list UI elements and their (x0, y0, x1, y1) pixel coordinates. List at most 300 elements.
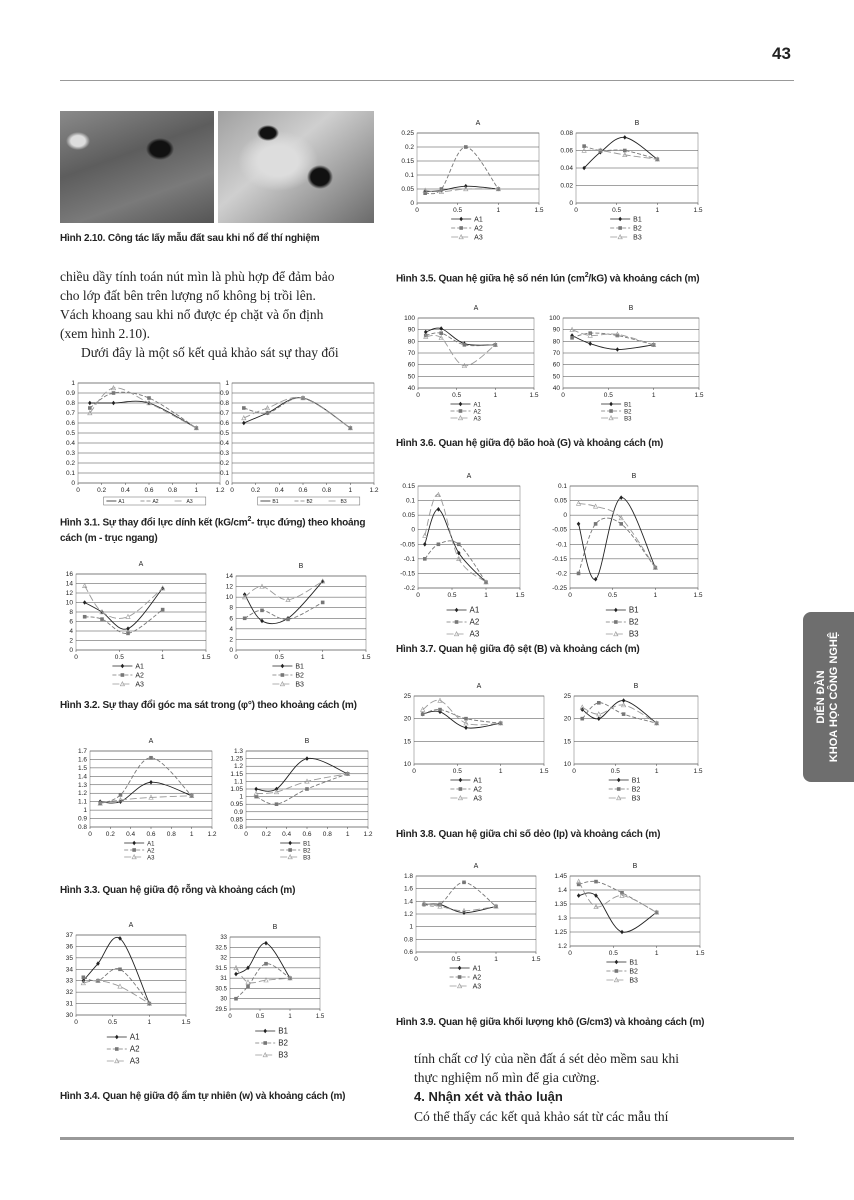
data-point-B1 (597, 716, 601, 721)
side-tab-line: KHOA HỌC CÔNG NGHỆ (828, 631, 840, 763)
x-tick-label: 1.5 (315, 1014, 325, 1020)
chart-title: A (476, 683, 482, 690)
y-tick-label: -0.15 (552, 555, 567, 563)
series-line-A1 (83, 937, 149, 1003)
legend-label: A1 (472, 965, 482, 973)
y-tick-label: 1.3 (557, 915, 567, 922)
data-point-B2 (597, 701, 601, 705)
legend-label: A3 (135, 681, 144, 689)
data-point-B2 (577, 572, 581, 576)
side-tab-label (815, 632, 841, 762)
legend-marker (617, 778, 621, 783)
series-line-A3 (425, 494, 486, 582)
chart-fig-3-9-a (403, 863, 541, 991)
series-line-A2 (83, 969, 149, 1004)
y-tick-label: 0 (229, 647, 233, 654)
series-line-B3 (244, 397, 351, 428)
x-tick-label: 1 (288, 1014, 292, 1020)
y-tick-label: 0.1 (219, 470, 229, 477)
y-tick-label: 1 (83, 807, 87, 815)
legend-label: A2 (152, 499, 159, 505)
series-line-A1 (90, 401, 197, 428)
series-line-A3 (90, 388, 197, 428)
legend-marker (132, 841, 136, 846)
legend-label: B2 (624, 409, 632, 416)
data-point-A1 (88, 401, 92, 406)
y-tick-label: 1.35 (554, 901, 567, 908)
text-line: (xem hình 2.10). (60, 326, 150, 341)
legend-label: A1 (135, 663, 144, 671)
x-tick-label: 1 (498, 768, 503, 775)
legend-marker (615, 960, 619, 965)
y-tick-label: 20 (403, 715, 411, 723)
data-point-A2 (118, 967, 122, 971)
body-paragraph-right-1 (414, 1049, 714, 1087)
legend-marker (121, 664, 125, 669)
data-point-B2 (266, 411, 270, 415)
x-tick-label: 1.5 (534, 207, 544, 214)
y-tick-label: 1.2 (233, 763, 243, 771)
y-tick-label: 25 (403, 693, 411, 700)
y-tick-label: 60 (552, 361, 560, 369)
legend-label: A2 (472, 974, 482, 982)
x-tick-label: 0 (74, 654, 78, 661)
x-tick-label: 1.5 (531, 956, 541, 963)
y-tick-label: 0.15 (401, 158, 414, 165)
y-tick-label: 35 (65, 954, 73, 962)
legend-label: B2 (629, 968, 638, 976)
y-tick-label: -0.05 (400, 541, 415, 549)
legend-label: A1 (469, 605, 480, 615)
y-tick-label: 0.05 (554, 497, 567, 505)
text-line: Vách khoang sau khi nổ được ép chặt và ổn định (60, 307, 324, 322)
legend-label: B3 (278, 1050, 288, 1060)
data-point-A2 (149, 756, 153, 760)
data-point-B1 (577, 893, 581, 898)
y-tick-label: 32 (65, 989, 73, 997)
x-tick-label: 0.5 (114, 654, 124, 661)
y-tick-label: -0.2 (555, 570, 567, 578)
y-tick-label: 1.15 (230, 770, 243, 778)
chart-title: B (304, 738, 310, 745)
series-line-B2 (579, 518, 656, 573)
series-line-A3 (85, 586, 163, 619)
chart-title: B (298, 563, 304, 570)
legend-marker (263, 1041, 267, 1045)
data-point-A3 (83, 584, 87, 588)
legend-marker (459, 402, 463, 407)
chart-title: A (473, 305, 479, 312)
legend-marker (609, 402, 613, 407)
y-tick-label: 90 (552, 326, 560, 334)
data-point-B1 (616, 347, 620, 352)
x-tick-label: 0.5 (108, 1019, 118, 1026)
series-line-A1 (423, 711, 501, 728)
y-tick-label: 0.1 (405, 497, 415, 505)
y-tick-label: 0.7 (219, 410, 229, 417)
y-tick-label: -0.1 (555, 541, 567, 549)
y-tick-label: 1.2 (77, 790, 87, 798)
data-point-A2 (423, 557, 427, 561)
y-tick-label: 16 (65, 571, 73, 578)
legend-label: B1 (278, 1026, 288, 1036)
data-point-B1 (275, 787, 279, 792)
series-line-A1 (426, 328, 496, 345)
data-point-A1 (423, 542, 427, 547)
y-tick-label: 0.4 (219, 440, 229, 447)
x-tick-label: 0 (228, 1014, 232, 1020)
x-tick-label: 0.6 (298, 487, 308, 494)
x-tick-label: 1 (496, 207, 501, 214)
y-tick-label: 32.5 (215, 945, 227, 952)
y-tick-label: 31 (220, 976, 227, 983)
y-tick-label: 25 (563, 693, 571, 700)
y-tick-label: 0.9 (219, 390, 229, 397)
y-tick-label: 30 (220, 996, 227, 1003)
y-tick-label: 0.9 (77, 815, 87, 823)
series-line-B1 (236, 943, 290, 978)
caption-text: - trục đứng) theo khoảng (251, 517, 366, 529)
y-tick-label: 70 (407, 350, 415, 357)
legend-label: B2 (631, 786, 641, 794)
series-line-A1 (425, 509, 486, 582)
page-number: 43 (772, 44, 791, 63)
y-tick-label: -0.2 (403, 585, 415, 592)
data-point-A1 (464, 725, 468, 730)
y-tick-label: 0.05 (402, 512, 415, 520)
x-tick-label: 1 (655, 207, 660, 214)
legend-label: A3 (186, 499, 193, 505)
legend-marker (458, 966, 462, 971)
series-line-B1 (582, 701, 656, 724)
caption-fig-3-3: Hình 3.3. Quan hệ giữa độ rỗng và khoảng cách (m) (60, 885, 296, 896)
y-tick-label: 10 (65, 599, 73, 607)
legend-label: B3 (340, 499, 347, 505)
legend-marker (615, 969, 619, 973)
y-tick-label: 1.3 (233, 748, 243, 755)
x-tick-label: 1.2 (369, 487, 379, 494)
series-line-B3 (584, 150, 657, 159)
caption-text: Hình 3.5. Quan hệ giữa hệ số nén lún (cm (396, 273, 585, 285)
x-tick-label: 1.2 (363, 831, 373, 838)
x-tick-label: 0.2 (97, 487, 107, 494)
legend-label: A3 (147, 855, 155, 862)
chart-title: A (466, 473, 472, 480)
y-tick-label: 29.5 (215, 1007, 227, 1013)
y-tick-label: 50 (407, 373, 415, 381)
y-tick-label: 1.7 (77, 748, 87, 755)
chart-fig-3-2-a (65, 561, 211, 689)
data-point-B2 (619, 522, 623, 526)
caption-fig-3-8: Hình 3.8. Quan hệ giữa chỉ số dẻo (Ip) và khoảng cách (m) (396, 829, 661, 840)
chart-fig-3-3-b (230, 738, 373, 862)
series-line-B2 (236, 964, 290, 999)
legend-label: A3 (469, 629, 480, 639)
y-tick-label: 1 (71, 380, 75, 387)
y-tick-label: -0.25 (552, 585, 567, 592)
y-tick-label: 31 (65, 1000, 73, 1008)
y-tick-label: 80 (552, 338, 560, 346)
y-tick-label: 1.2 (557, 943, 567, 950)
data-point-B1 (619, 495, 623, 500)
caption-superscript: 2 (247, 516, 252, 523)
header-rule (60, 80, 794, 81)
x-tick-label: 1 (654, 768, 659, 775)
data-point-B1 (260, 619, 264, 624)
y-tick-label: 1.4 (557, 887, 567, 894)
legend-label: B3 (303, 855, 311, 862)
y-tick-label: 34 (65, 966, 73, 974)
x-tick-label: 1.2 (215, 487, 225, 494)
chart-title: B (634, 120, 640, 127)
x-tick-label: 0 (234, 654, 238, 661)
chart-fig-3-5-b (560, 120, 703, 242)
data-point-B2 (264, 962, 268, 966)
data-point-B1 (242, 421, 246, 426)
series-line-B1 (579, 498, 656, 580)
y-tick-label: 6 (229, 615, 233, 623)
legend-marker (288, 848, 292, 852)
y-tick-label: 1.6 (77, 756, 87, 764)
x-tick-label: 0.5 (452, 392, 462, 399)
y-tick-label: 1.6 (403, 885, 413, 893)
x-tick-label: 0 (574, 207, 578, 214)
chart-fig-3-7-b (552, 473, 703, 639)
x-tick-label: 0 (416, 592, 420, 599)
legend-label: A1 (129, 1032, 140, 1042)
legend-label: A2 (473, 409, 481, 416)
caption-fig-3-7: Hình 3.7. Quan hệ giữa độ sệt (B) và khoảng cách (m) (396, 644, 640, 655)
y-tick-label: 10 (225, 594, 233, 602)
series-line-B2 (245, 602, 323, 619)
x-tick-label: 0.5 (608, 592, 618, 599)
x-tick-label: 1 (194, 487, 199, 494)
y-tick-label: 0.3 (219, 450, 229, 457)
x-tick-label: 1 (189, 831, 194, 838)
data-point-B2 (243, 616, 247, 620)
y-tick-label: 0.6 (65, 420, 75, 427)
y-tick-label: 30 (65, 1012, 73, 1019)
x-tick-label: 1 (160, 654, 165, 661)
y-tick-label: 1.25 (554, 929, 567, 936)
photo-blast-hole-right (218, 111, 374, 223)
y-tick-label: 0.7 (65, 410, 75, 417)
caption-fig-2-10: Hình 2.10. Công tác lấy mẫu đất sau khi nổ để thí nghiệm (60, 233, 320, 244)
data-point-B1 (588, 341, 592, 346)
y-tick-label: 1.2 (403, 911, 413, 918)
y-tick-label: 10 (563, 761, 571, 768)
chart-fig-3-8-b (563, 683, 703, 803)
y-tick-label: 1.4 (77, 773, 87, 781)
legend-label: B2 (295, 672, 304, 680)
data-point-A1 (149, 780, 153, 785)
legend-label: B3 (628, 629, 639, 639)
data-point-A1 (112, 401, 116, 406)
y-tick-label: 8 (229, 604, 233, 612)
plot-area (417, 133, 539, 203)
data-point-B2 (570, 336, 574, 340)
series-line-B3 (579, 882, 657, 913)
data-point-A1 (437, 507, 441, 512)
data-point-B1 (620, 930, 624, 935)
x-tick-label: 1.5 (695, 950, 705, 957)
x-tick-label: 1.5 (361, 654, 371, 661)
data-point-B2 (305, 787, 309, 791)
x-tick-label: 1 (493, 392, 498, 399)
y-tick-label: 30.5 (215, 986, 227, 993)
y-tick-label: 4 (229, 625, 233, 633)
legend-marker (618, 226, 622, 230)
legend-marker (132, 848, 136, 852)
data-point-B1 (264, 941, 268, 946)
y-tick-label: 12 (225, 583, 233, 591)
x-tick-label: 0.8 (322, 487, 332, 494)
x-tick-label: 0.5 (610, 768, 620, 775)
x-tick-label: 0 (244, 831, 248, 838)
y-tick-label: -0.15 (400, 570, 415, 578)
chart-title: A (473, 863, 479, 870)
body-paragraph-left-2: Dưới đây là một số kết quả khảo sát sự thay đổi (81, 345, 339, 360)
x-tick-label: 0.2 (105, 831, 115, 838)
legend-label: B3 (633, 234, 642, 242)
y-tick-label: 2 (229, 636, 233, 644)
data-point-A2 (457, 542, 461, 546)
series-line-B3 (572, 330, 654, 345)
y-tick-label: 15 (403, 738, 411, 746)
chart-fig-3-5-a (401, 120, 544, 242)
legend-label: B1 (629, 959, 638, 967)
x-tick-label: 0.8 (322, 831, 332, 838)
y-tick-label: 0.1 (557, 483, 567, 490)
data-point-B1 (623, 135, 627, 140)
legend-label: A1 (118, 499, 125, 505)
legend-label: A2 (469, 617, 480, 627)
legend-marker (281, 673, 285, 677)
y-tick-label: 0.95 (230, 801, 243, 809)
legend-marker (458, 975, 462, 979)
caption-superscript: 2 (584, 272, 589, 279)
caption-fig-3-4: Hình 3.4. Quan hệ giữa độ ẩm tự nhiên (w) và khoảng cách (m) (60, 1091, 346, 1102)
y-tick-label: 0.4 (65, 440, 75, 447)
data-point-A2 (464, 145, 468, 149)
series-line-B1 (256, 758, 348, 791)
caption-text: /kG) và khoảng cách (m) (588, 273, 700, 285)
series-line-B1 (584, 137, 657, 168)
legend-label: B3 (295, 681, 304, 689)
x-tick-label: 0.8 (166, 831, 176, 838)
legend-label: B2 (633, 225, 642, 233)
legend-marker (459, 226, 463, 230)
series-line-A3 (423, 700, 501, 725)
legend-label: A3 (472, 983, 482, 991)
y-tick-label: 70 (552, 350, 560, 357)
data-point-B3 (246, 980, 250, 984)
x-tick-label: 0.5 (447, 592, 457, 599)
y-tick-label: 0.5 (219, 430, 229, 437)
y-tick-label: 14 (225, 573, 233, 580)
chart-fig-3-4-a (65, 922, 191, 1066)
chart-fig-3-1-b (219, 380, 379, 505)
x-tick-label: 0.5 (274, 654, 284, 661)
data-point-B2 (242, 406, 246, 410)
chart-fig-3-6-b (549, 305, 704, 423)
caption-fig-3-1 (60, 512, 374, 547)
x-tick-label: 0.2 (261, 831, 271, 838)
legend-label: A3 (474, 234, 483, 242)
y-tick-label: 0.08 (560, 130, 573, 137)
data-point-A2 (83, 615, 87, 619)
y-tick-label: 1.1 (233, 778, 243, 786)
y-tick-label: 32 (220, 955, 227, 962)
y-tick-label: 0 (225, 480, 229, 487)
legend-marker (115, 1035, 119, 1040)
body-paragraph-right-2: Có thể thấy các kết quả khảo sát từ các mẫu thí (414, 1109, 669, 1124)
data-point-B2 (246, 985, 250, 989)
legend-label: A3 (473, 416, 481, 423)
side-tab-line: DIỄN ĐÀN (815, 670, 827, 724)
y-tick-label: 0 (411, 526, 415, 534)
x-tick-label: 1 (654, 950, 659, 957)
chart-fig-3-6-a (404, 305, 539, 423)
y-tick-label: 0.06 (560, 147, 573, 155)
data-point-B2 (234, 997, 238, 1001)
y-tick-label: 0.2 (65, 460, 75, 467)
text-line: tính chất cơ lý của nền đất á sét dẻo mềm sau khi (414, 1051, 680, 1066)
y-tick-label: 0 (71, 480, 75, 487)
x-tick-label: 0 (76, 487, 80, 494)
legend-marker (121, 673, 125, 677)
data-point-A2 (437, 542, 441, 546)
legend-marker (609, 409, 613, 413)
legend-marker (455, 620, 459, 624)
legend-marker (618, 217, 622, 222)
y-tick-label: 40 (552, 385, 560, 392)
y-tick-label: 1.8 (403, 873, 413, 880)
y-tick-label: 6 (69, 618, 73, 626)
data-point-A2 (464, 717, 468, 721)
legend-marker (459, 778, 463, 783)
y-tick-label: 40 (407, 385, 415, 392)
x-tick-label: 1.5 (529, 392, 539, 399)
y-tick-label: 50 (552, 373, 560, 381)
x-tick-label: 1 (653, 592, 658, 599)
x-tick-label: 0.5 (612, 207, 622, 214)
chart-title: A (138, 561, 144, 568)
legend-marker (459, 409, 463, 413)
series-line-B1 (579, 893, 657, 932)
legend-marker (459, 217, 463, 222)
series-line-A3 (426, 335, 496, 366)
y-tick-label: 1.1 (77, 798, 87, 806)
y-tick-label: 0.85 (230, 816, 243, 824)
data-point-B2 (286, 618, 290, 622)
chart-fig-3-2-b (225, 563, 371, 689)
chart-title: A (475, 120, 481, 127)
caption-text: Hình 3.1. Sự thay đổi lực dính kết (kG/cm (60, 517, 248, 529)
text-line: chiều dầy tính toán nút mìn là phù hợp để đảm bảo (60, 269, 335, 284)
x-tick-label: 0 (412, 768, 416, 775)
chart-title: B (632, 863, 638, 870)
y-tick-label: 1 (239, 793, 243, 801)
y-tick-label: 36 (65, 943, 73, 951)
legend-label: A2 (129, 1044, 140, 1054)
x-tick-label: 0.4 (274, 487, 284, 494)
y-tick-label: 0.02 (560, 182, 573, 190)
x-tick-label: 1.2 (207, 831, 217, 838)
data-point-B1 (234, 972, 238, 977)
x-tick-label: 1.5 (515, 592, 525, 599)
data-point-A1 (126, 626, 130, 631)
